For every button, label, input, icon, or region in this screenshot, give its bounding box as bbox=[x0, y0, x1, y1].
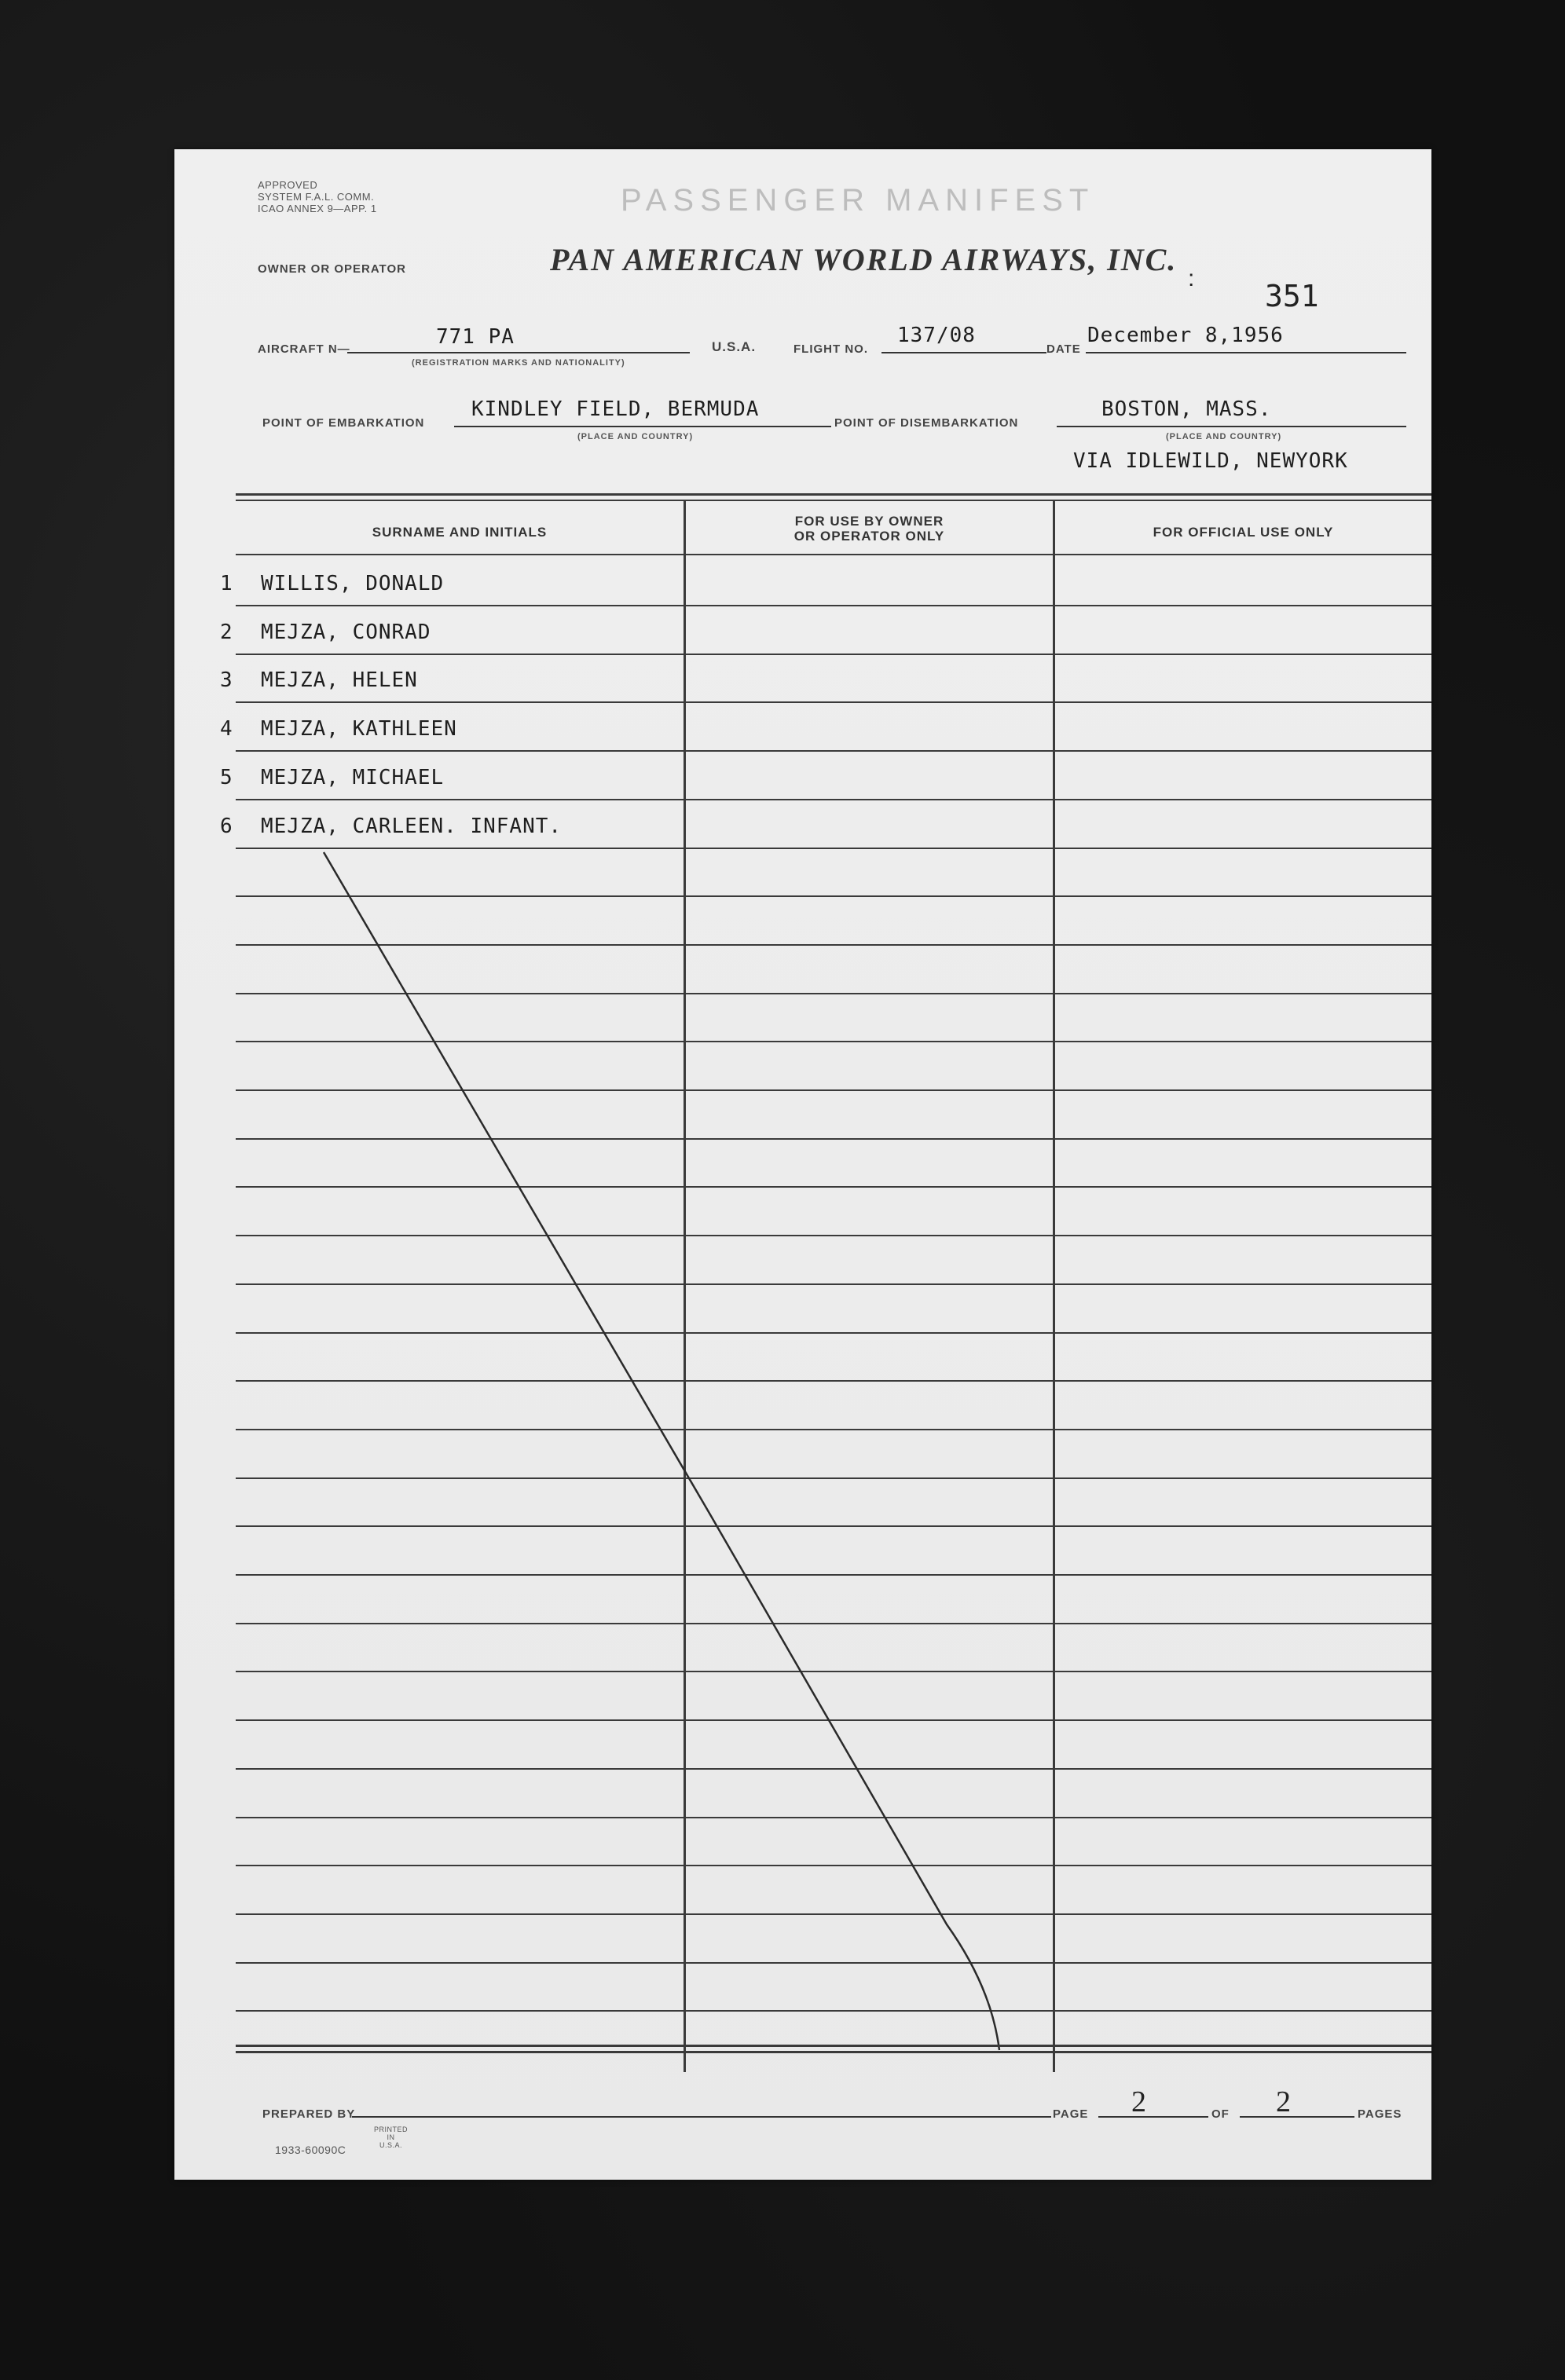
embarkation-label: POINT OF EMBARKATION bbox=[262, 416, 425, 430]
passenger-name: WILLIS, DONALD bbox=[261, 572, 445, 595]
printer-mark-line: PRINTED bbox=[374, 2126, 409, 2133]
disembarkation-value: BOSTON, MASS. bbox=[1101, 397, 1272, 421]
date-label: DATE bbox=[1046, 342, 1081, 356]
usa-label: U.S.A. bbox=[712, 339, 757, 354]
approval-line: SYSTEM F.A.L. COMM. bbox=[258, 191, 375, 203]
passenger-number: 6 bbox=[220, 815, 233, 838]
printer-mark bbox=[374, 2126, 408, 2149]
colon-mark: : bbox=[1188, 265, 1195, 291]
flight-value: 137/08 bbox=[897, 324, 976, 347]
via-note: VIA IDLEWILD, NEWYORK bbox=[1073, 449, 1348, 473]
page-title: PASSENGER MANIFEST bbox=[621, 183, 1095, 218]
aircraft-label: AIRCRAFT N— bbox=[258, 342, 350, 356]
passenger-number: 4 bbox=[220, 717, 233, 741]
flight-label: FLIGHT NO. bbox=[793, 342, 868, 356]
embarkation-value: KINDLEY FIELD, BERMUDA bbox=[471, 397, 760, 421]
approval-line: APPROVED bbox=[258, 179, 318, 191]
printer-mark-line: U.S.A. bbox=[379, 2141, 403, 2149]
of-label: OF bbox=[1211, 2107, 1230, 2121]
passenger-name: MEJZA, KATHLEEN bbox=[261, 717, 457, 741]
column-surname: SURNAME AND INITIALS bbox=[372, 525, 548, 540]
embarkation-caption: (PLACE AND COUNTRY) bbox=[577, 432, 694, 441]
column-owner-use-line: FOR USE BY OWNER bbox=[794, 514, 944, 529]
approval-line: ICAO ANNEX 9—APP. 1 bbox=[258, 203, 377, 214]
total-pages: 2 bbox=[1276, 2085, 1291, 2118]
column-owner-use-line: OR OPERATOR ONLY bbox=[793, 529, 945, 544]
passenger-number: 3 bbox=[220, 668, 233, 692]
footer-rule bbox=[236, 2051, 1431, 2053]
passenger-number: 5 bbox=[220, 766, 233, 789]
passenger-name: MEJZA, MICHAEL bbox=[261, 766, 445, 789]
form-code: 1933-60090C bbox=[275, 2144, 346, 2156]
printer-mark-line: IN bbox=[387, 2133, 395, 2141]
prepared-label: PREPARED BY bbox=[262, 2107, 356, 2121]
disembarkation-caption: (PLACE AND COUNTRY) bbox=[1166, 432, 1282, 441]
page-mark: 351 bbox=[1265, 279, 1319, 313]
footer-rule bbox=[236, 2045, 1431, 2047]
prepared-underline bbox=[352, 2116, 1051, 2118]
page-underline bbox=[1098, 2116, 1208, 2118]
airline-name: PAN AMERICAN WORLD AIRWAYS, INC. bbox=[550, 242, 1178, 277]
passenger-name: MEJZA, CONRAD bbox=[261, 621, 431, 644]
passenger-number: 2 bbox=[220, 621, 233, 644]
page-label: PAGE bbox=[1053, 2107, 1089, 2121]
disembarkation-label: POINT OF DISEMBARKATION bbox=[834, 416, 1019, 430]
of-underline bbox=[1240, 2116, 1354, 2118]
cancel-stroke-line bbox=[324, 852, 999, 2050]
column-official: FOR OFFICIAL USE ONLY bbox=[1153, 525, 1334, 540]
passenger-name: MEJZA, HELEN bbox=[261, 668, 418, 692]
date-value: December 8,1956 bbox=[1087, 324, 1284, 347]
pages-label: PAGES bbox=[1358, 2107, 1402, 2121]
passenger-name: MEJZA, CARLEEN. INFANT. bbox=[261, 815, 563, 838]
passenger-number: 1 bbox=[220, 572, 233, 595]
registration-caption: (REGISTRATION MARKS AND NATIONALITY) bbox=[412, 358, 625, 368]
owner-label: OWNER OR OPERATOR bbox=[258, 262, 406, 276]
page-number: 2 bbox=[1131, 2085, 1146, 2118]
aircraft-value: 771 PA bbox=[436, 325, 515, 349]
